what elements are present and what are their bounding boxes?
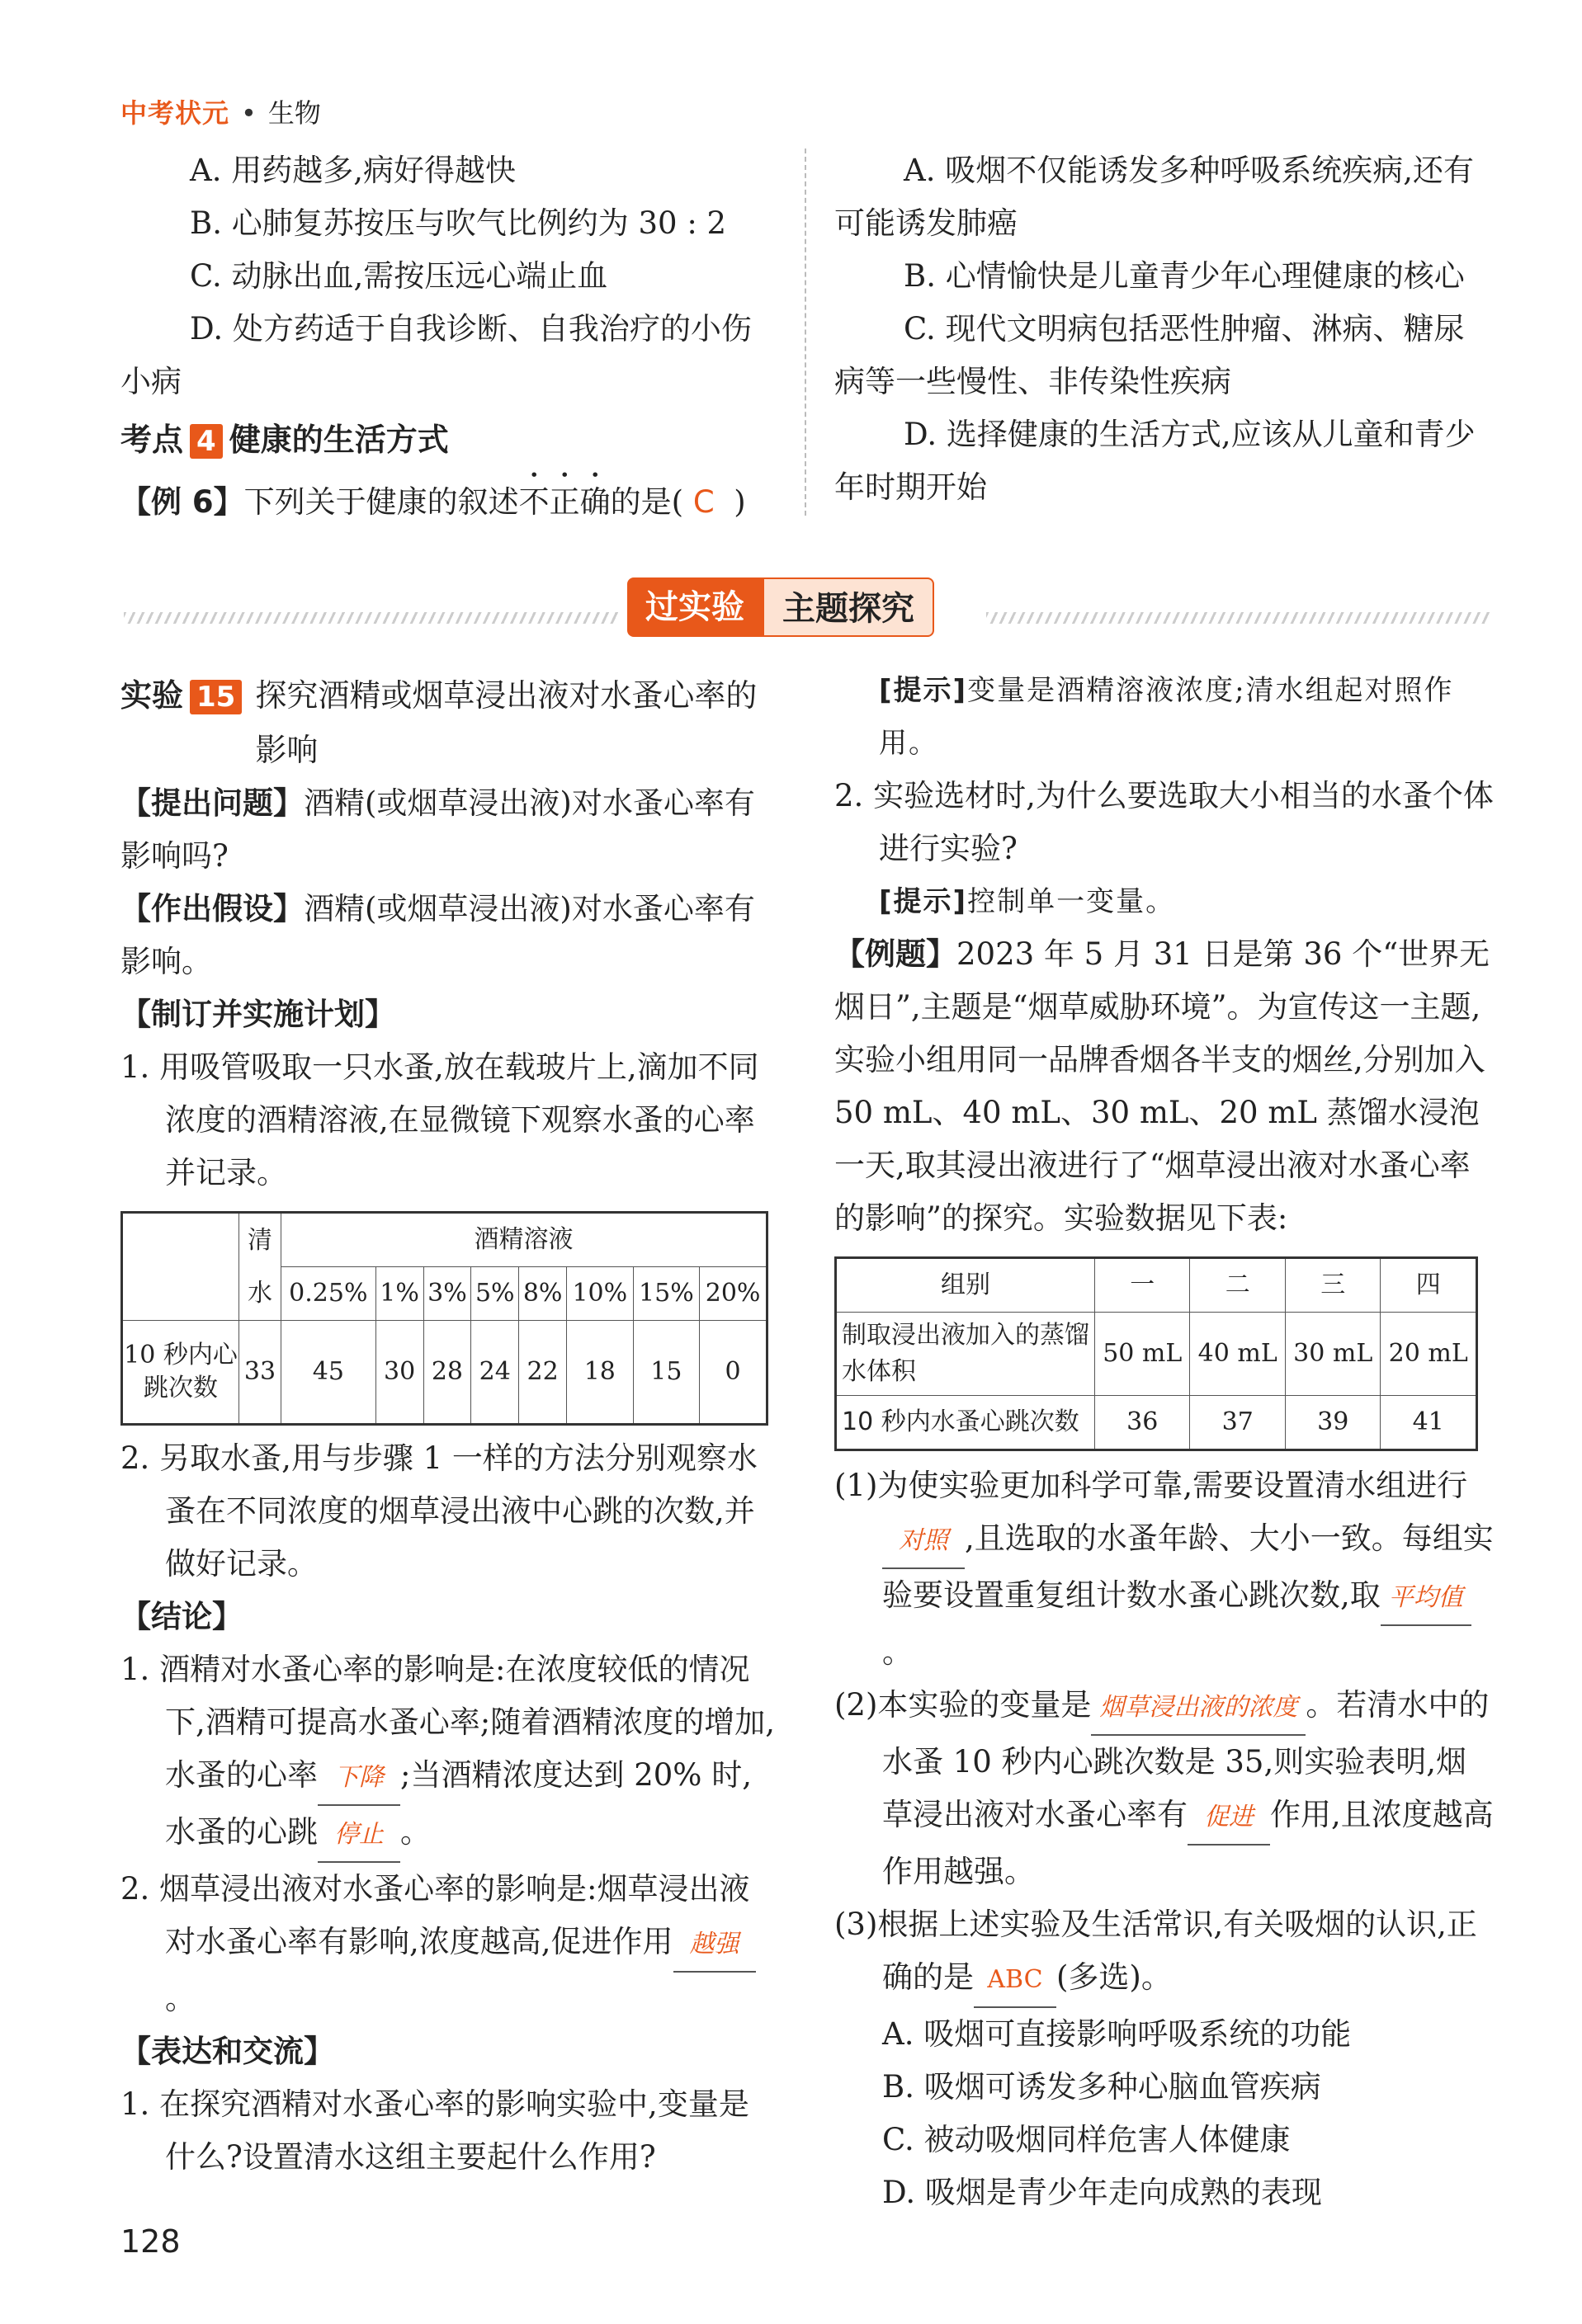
plan-step-2: 2. 另取水蚤,用与步骤 1 一样的方法分别观察水蚤在不同浓度的烟草浸出液中心跳的次数,并做好记录。 <box>120 1440 758 1582</box>
answer-blank: ABC <box>974 1954 1056 2008</box>
option-a: A. 吸烟可直接影响呼吸系统的功能 <box>882 2016 1352 2052</box>
option-b: B. 心肺复苏按压与吹气比例约为 30 : 2 <box>190 205 727 241</box>
answer-blank: 停止 <box>318 1808 400 1863</box>
banner-stripe-left <box>124 612 619 624</box>
value-cell: 50 mL <box>1095 1313 1190 1396</box>
conclusion-heading: 【结论】 <box>120 1599 243 1634</box>
experiment-number: 15 <box>190 680 242 714</box>
answer-blank: 下降 <box>318 1751 400 1806</box>
bottom-left-column <box>120 668 777 2184</box>
option-a: A. 吸烟不仅能诱发多种呼吸系统疾病,还有可能诱发肺癌 <box>834 153 1475 241</box>
value-cell: 0 <box>700 1321 767 1425</box>
alcohol-data-table <box>120 1211 768 1426</box>
section-banner: 过实验 主题探究 <box>627 577 934 637</box>
expression-2: 2. 实验选材时,为什么要选取大小相当的水蚤个体进行实验? <box>834 778 1494 866</box>
expression-heading: 【表达和交流】 <box>120 2034 334 2069</box>
sub-question-3: (3)根据上述实验及生活常识,有关吸烟的认识,正确的是 ABC (多选)。 <box>834 1898 1495 2008</box>
value-cell: 18 <box>567 1321 634 1425</box>
answer-blank: 对照 <box>882 1515 965 1569</box>
example-question: 【例题】2023 年 5 月 31 日是第 36 个“世界无烟日”,主题是“烟草威胁环境”。为宣传这一主题,实验小组用同一品牌香烟各半支的烟丝,分别加入 50 mL、40 mL、30 mL、20 mL 蒸馏水浸泡一天,取其浸出液进行了“烟草浸出液对水蚤心率的影响”的探究。实验数据见下表: <box>834 936 1490 1236</box>
sub-question-1: (1)为使实验更加科学可靠,需要设置清水组进行对照 ,且选取的水蚤年龄、大小一致。每组实验要设置重复组计数水蚤心跳次数,取 平均值。 <box>834 1468 1494 1670</box>
subject-label: 生物 <box>267 97 321 129</box>
value-cell: 37 <box>1190 1396 1285 1450</box>
conc-cell: 20% <box>700 1267 767 1321</box>
answer-blank: 越强 <box>673 1918 756 1973</box>
page-header: 中考状元 • 生物 <box>120 97 321 129</box>
water-header: 清水 <box>239 1213 281 1321</box>
value-cell: 36 <box>1095 1396 1190 1450</box>
value-cell: 45 <box>281 1321 376 1425</box>
option-b: B. 心情愉快是儿童青少年心理健康的核心 <box>904 258 1465 294</box>
option-d: D. 选择健康的生活方式,应该从儿童和青少年时期开始 <box>834 417 1476 505</box>
conc-cell: 10% <box>567 1267 634 1321</box>
row-label: 制取浸出液加入的蒸馏水体积 <box>836 1313 1095 1396</box>
conc-cell: 5% <box>471 1267 519 1321</box>
row-label: 10 秒内心跳次数 <box>122 1321 239 1425</box>
option-c: C. 被动吸烟同样危害人体健康 <box>882 2122 1291 2157</box>
option-c: C. 现代文明病包括恶性肿瘤、淋病、糖尿病等一些慢性、非传染性疾病 <box>834 311 1465 399</box>
conc-cell: 1% <box>375 1267 423 1321</box>
table-header: 四 <box>1381 1258 1477 1313</box>
top-right-column <box>834 144 1495 514</box>
tobacco-data-table <box>834 1256 1478 1451</box>
option-a: A. 用药越多,病好得越快 <box>190 153 517 188</box>
row-label: 10 秒内水蚤心跳次数 <box>836 1396 1095 1450</box>
option-d: D. 吸烟是青少年走向成熟的表现 <box>882 2175 1322 2210</box>
kaodian-number: 4 <box>190 424 223 459</box>
table-header: 三 <box>1285 1258 1380 1313</box>
top-left-column <box>120 144 777 529</box>
answer-blank: 烟草浸出液的浓度 <box>1091 1681 1306 1736</box>
example-6: 【例 6】下列关于健康的叙述不正确的是( C ) <box>120 484 746 520</box>
option-b: B. 吸烟可诱发多种心脑血管疾病 <box>882 2069 1321 2105</box>
brand-logo: 中考状元 <box>120 97 230 129</box>
question-section: 【提出问题】酒精(或烟草浸出液)对水蚤心率有影响吗? <box>120 785 755 874</box>
option-d: D. 处方药适于自我诊断、自我治疗的小伤小病 <box>120 311 752 399</box>
bottom-right-column <box>834 664 1495 2219</box>
conc-cell: 8% <box>519 1267 567 1321</box>
answer-blank: 平均值 <box>1381 1572 1471 1626</box>
conclusion-2: 2. 烟草浸出液对水蚤心率的影响是:烟草浸出液对水蚤心率有影响,浓度越高,促进作用 越强。 <box>120 1863 777 2025</box>
kaodian-heading: 考点 4 健康的生活方式 <box>120 422 449 458</box>
alcohol-header: 酒精溶液 <box>281 1213 767 1267</box>
conc-cell: 0.25% <box>281 1267 376 1321</box>
banner-stripe-right <box>986 612 1490 624</box>
value-cell: 33 <box>239 1321 281 1425</box>
conc-cell: 15% <box>633 1267 700 1321</box>
value-cell: 41 <box>1381 1396 1477 1450</box>
option-c: C. 动脉出血,需按压远心端止血 <box>190 258 608 294</box>
value-cell: 40 mL <box>1190 1313 1285 1396</box>
hypothesis-section: 【作出假设】酒精(或烟草浸出液)对水蚤心率有影响。 <box>120 891 755 979</box>
answer-blank: 促进 <box>1188 1791 1270 1846</box>
column-divider <box>805 148 806 516</box>
value-cell: 28 <box>423 1321 471 1425</box>
value-cell: 39 <box>1285 1396 1380 1450</box>
value-cell: 20 mL <box>1381 1313 1477 1396</box>
conclusion-1: 1. 酒精对水蚤心率的影响是:在浓度较低的情况下,酒精可提高水蚤心率;随着酒精浓度的增加,水蚤的心率 下降 ;当酒精浓度达到 20% 时,水蚤的心跳 停止 。 <box>120 1643 777 1863</box>
value-cell: 22 <box>519 1321 567 1425</box>
experiment-title: 实验 15 探究酒精或烟草浸出液对水蚤心率的影响 <box>120 677 758 768</box>
value-cell: 15 <box>633 1321 700 1425</box>
value-cell: 30 mL <box>1285 1313 1380 1396</box>
expression-1: 1. 在探究酒精对水蚤心率的影响实验中,变量是什么?设置清水这组主要起什么作用? <box>120 2086 749 2175</box>
example-6-answer: C <box>692 484 715 520</box>
value-cell: 24 <box>471 1321 519 1425</box>
plan-heading: 【制订并实施计划】 <box>120 997 395 1032</box>
plan-step-1: 1. 用吸管吸取一只水蚤,放在载玻片上,滴加不同浓度的酒精溶液,在显微镜下观察水蚤的心率并记录。 <box>120 1049 759 1190</box>
conc-cell: 3% <box>423 1267 471 1321</box>
hint-2: [提示]控制单一变量。 <box>879 885 1176 918</box>
page-number: 128 <box>120 2223 181 2260</box>
sub-question-2: (2)本实验的变量是 烟草浸出液的浓度 。若清水中的水蚤 10 秒内心跳次数是 35,则实验表明,烟草浸出液对水蚤心率有 促进 作用,且浓度越高作用越强。 <box>834 1679 1495 1898</box>
table-header: 组别 <box>836 1258 1095 1313</box>
hint-1: [提示]变量是酒精溶液浓度;清水组起对照作用。 <box>879 674 1454 760</box>
table-header: 一 <box>1095 1258 1190 1313</box>
value-cell: 30 <box>375 1321 423 1425</box>
table-header: 二 <box>1190 1258 1285 1313</box>
